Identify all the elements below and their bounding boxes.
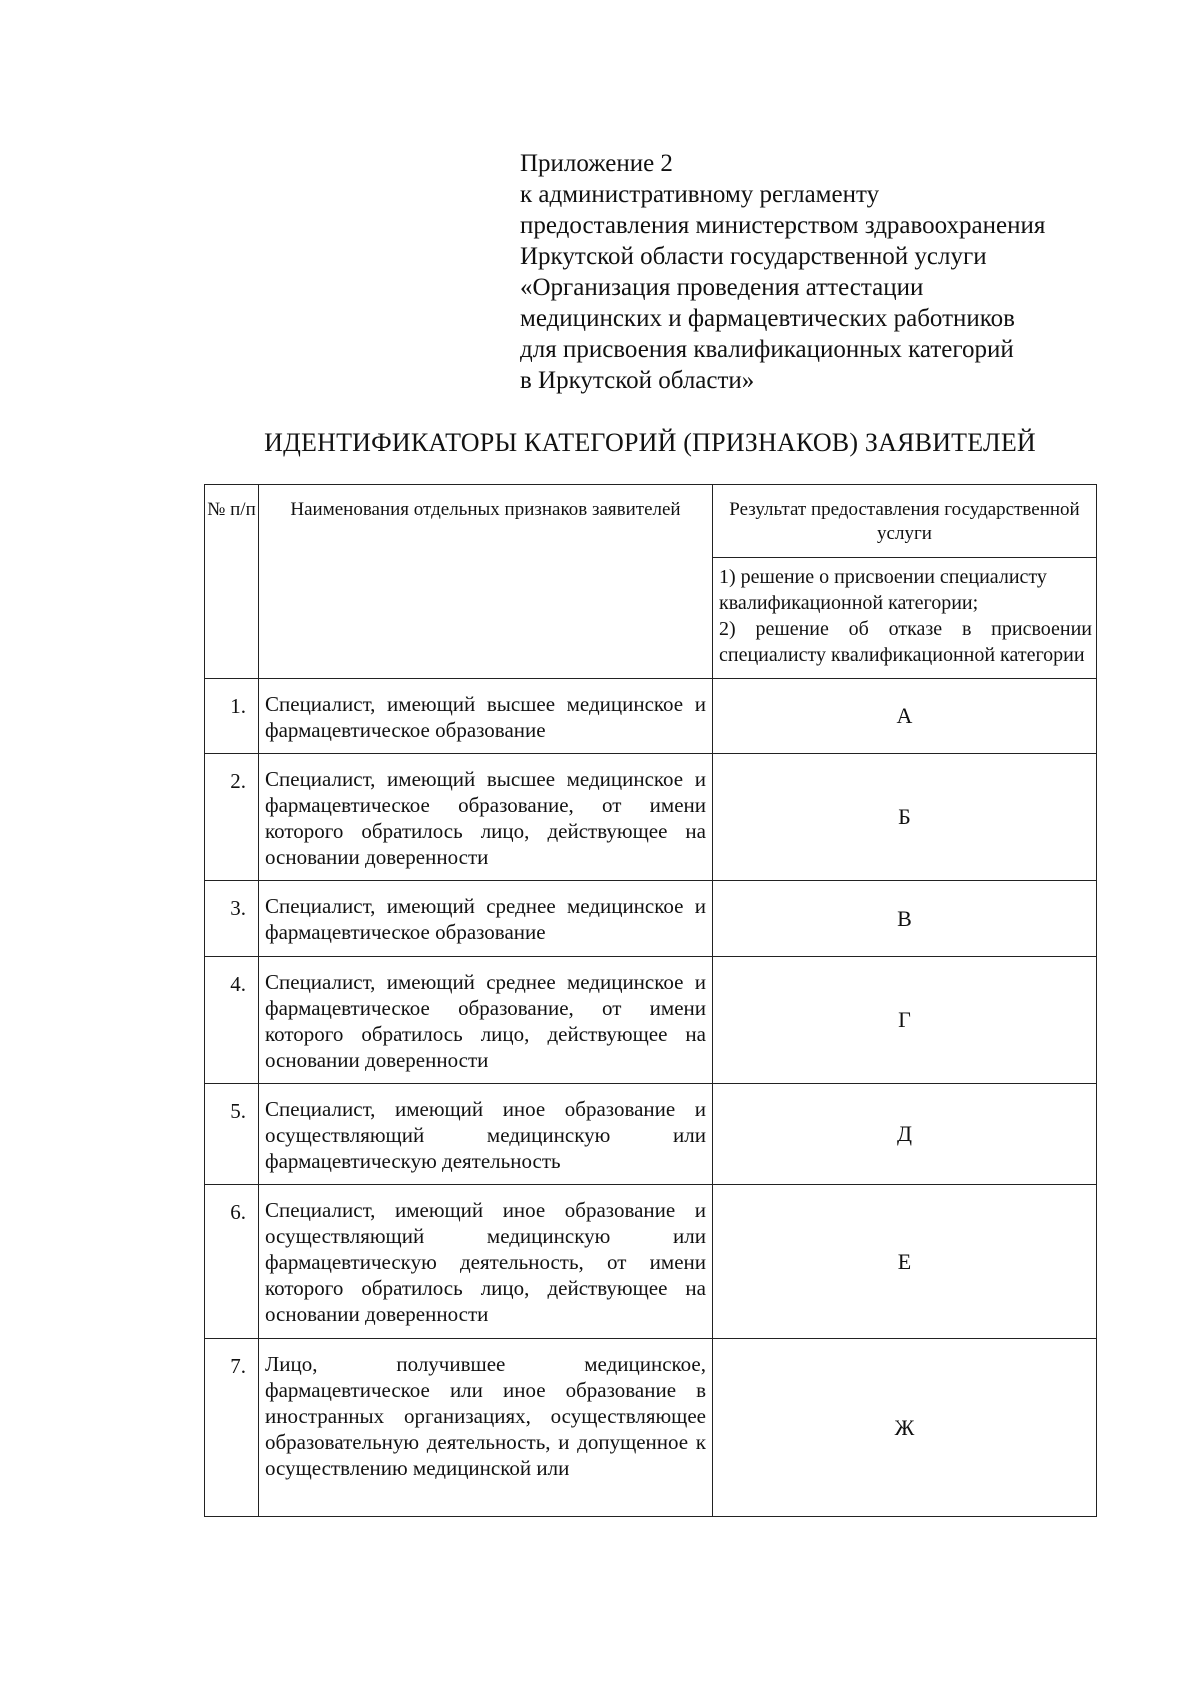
appendix-line: Приложение 2 — [520, 150, 673, 177]
row-identifier: В — [713, 881, 1097, 957]
row-applicant-feature: Специалист, имеющий высшее медицинское и фармацевтическое образование, от имени которого обратилось лицо, действующее на основании доверенности — [259, 754, 713, 881]
row-number: 5. — [205, 1084, 259, 1185]
appendix-line: к административному регламенту — [520, 181, 880, 208]
row-number: 7. — [205, 1339, 259, 1517]
row-identifier: Е — [713, 1185, 1097, 1339]
appendix-line: медицинских и фармацевтических работников — [520, 305, 1015, 332]
row-identifier: Д — [713, 1084, 1097, 1185]
header-result-options — [713, 558, 1097, 679]
row-applicant-feature: Специалист, имеющий среднее медицинское и фармацевтическое образование — [259, 881, 713, 957]
row-identifier: А — [713, 679, 1097, 754]
table-row — [205, 1339, 1097, 1517]
result-option-1: 1) решение о присвоении специалисту квалификационной категории; — [719, 566, 1047, 614]
table-row — [205, 881, 1097, 957]
header-service-result: Результат предоставления государственной услуги — [713, 485, 1097, 558]
row-applicant-feature: Специалист, имеющий высшее медицинское и фармацевтическое образование — [259, 679, 713, 754]
appendix-line: в Иркутской области» — [520, 367, 755, 394]
row-applicant-feature: Специалист, имеющий среднее медицинское и фармацевтическое образование, от имени которого обратилось лицо, действующее на основании доверенности — [259, 957, 713, 1084]
appendix-line: Иркутской области государственной услуги — [520, 243, 987, 270]
row-number: 1. — [205, 679, 259, 754]
table-row — [205, 1185, 1097, 1339]
appendix-line: для присвоения квалификационных категорий — [520, 336, 1014, 363]
document-title: ИДЕНТИФИКАТОРЫ КАТЕГОРИЙ (ПРИЗНАКОВ) ЗАЯВИТЕЛЕЙ — [264, 428, 1036, 457]
row-identifier: Б — [713, 754, 1097, 881]
result-option-2: 2) решение об отказе в присвоении специалисту квалификационной категории — [719, 618, 1092, 666]
table-header-row — [205, 485, 1097, 558]
row-number: 2. — [205, 754, 259, 881]
appendix-line: «Организация проведения аттестации — [520, 274, 924, 301]
row-identifier: Г — [713, 957, 1097, 1084]
header-applicant-features: Наименования отдельных признаков заявителей — [259, 485, 713, 679]
row-applicant-feature: Лицо, получившее медицинское, фармацевтическое или иное образование в иностранных организациях, осуществляющее образовательную деятельность, и допущенное к осуществлению медицинской или — [259, 1339, 713, 1517]
table-row — [205, 1084, 1097, 1185]
row-number: 4. — [205, 957, 259, 1084]
row-identifier: Ж — [713, 1339, 1097, 1517]
table-row — [205, 957, 1097, 1084]
appendix-header — [520, 148, 1140, 396]
identifiers-table — [204, 484, 1097, 1517]
row-number: 3. — [205, 881, 259, 957]
row-applicant-feature: Специалист, имеющий иное образование и осуществляющий медицинскую или фармацевтическую деятельность — [259, 1084, 713, 1185]
table-row — [205, 679, 1097, 754]
appendix-line: предоставления министерством здравоохранения — [520, 212, 1046, 239]
header-number: № п/п — [205, 485, 259, 679]
table-row — [205, 754, 1097, 881]
row-number: 6. — [205, 1185, 259, 1339]
row-applicant-feature: Специалист, имеющий иное образование и осуществляющий медицинскую или фармацевтическую деятельность, от имени которого обратилось лицо, действующее на основании доверенности — [259, 1185, 713, 1339]
